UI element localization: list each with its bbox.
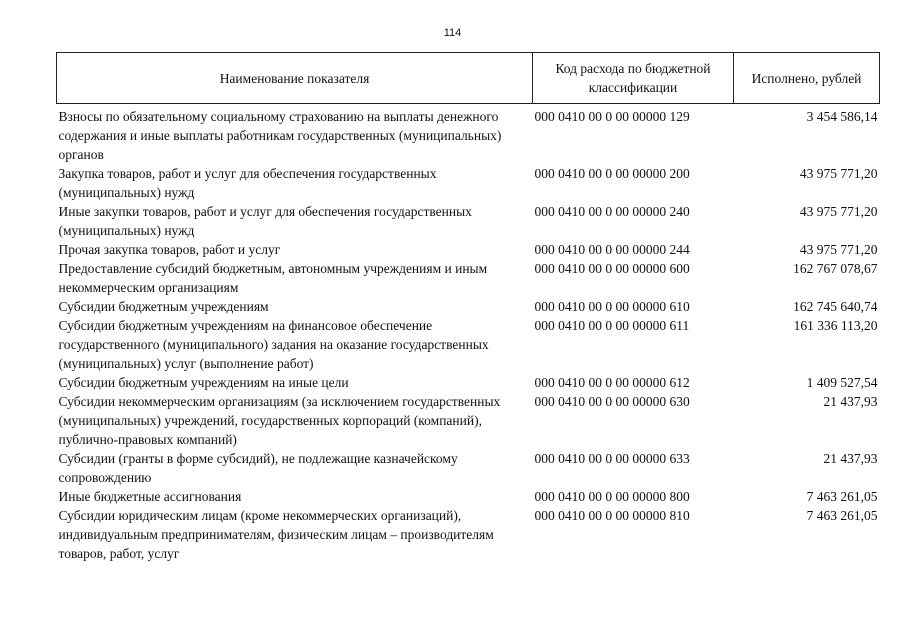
row-executed-amount: 162 767 078,67 — [793, 261, 878, 276]
row-indicator-name: Субсидии (гранты в форме субсидий), не подлежащие казначейскому сопровождению — [58, 451, 458, 485]
row-indicator-name: Субсидии некоммерческим организациям (за исключением государственных (муниципальных) учреждений, государственных корпораций (компаний), публично-правовых компаний) — [58, 394, 501, 447]
header-expense-code: Код расхода по бюджетной классификации — [533, 53, 734, 104]
row-expense-code: 000 0410 00 0 00 00000 800 — [534, 489, 690, 504]
table-row — [57, 506, 880, 563]
table-row — [57, 297, 880, 316]
row-executed-amount: 43 975 771,20 — [799, 166, 878, 181]
row-indicator-name: Субсидии бюджетным учреждениям на иные цели — [58, 375, 349, 390]
table-header-row — [57, 53, 880, 104]
row-expense-code: 000 0410 00 0 00 00000 630 — [534, 394, 690, 409]
row-executed-amount: 21 437,93 — [823, 394, 878, 409]
row-expense-code: 000 0410 00 0 00 00000 611 — [534, 318, 690, 333]
row-expense-code: 000 0410 00 0 00 00000 129 — [534, 109, 690, 124]
table-row — [57, 164, 880, 202]
row-expense-code: 000 0410 00 0 00 00000 240 — [534, 204, 690, 219]
row-indicator-name: Закупка товаров, работ и услуг для обеспечения государственных (муниципальных) нужд — [58, 166, 437, 200]
row-executed-amount: 1 409 527,54 — [806, 375, 878, 390]
row-indicator-name: Субсидии бюджетным учреждениям — [58, 299, 269, 314]
table-row — [57, 240, 880, 259]
header-executed-amount: Исполнено, рублей — [734, 53, 880, 104]
row-expense-code: 000 0410 00 0 00 00000 600 — [534, 261, 690, 276]
row-expense-code: 000 0410 00 0 00 00000 610 — [534, 299, 690, 314]
row-executed-amount: 43 975 771,20 — [799, 204, 878, 219]
table-body — [57, 104, 880, 564]
row-expense-code: 000 0410 00 0 00 00000 612 — [534, 375, 690, 390]
row-indicator-name: Иные бюджетные ассигнования — [58, 489, 242, 504]
row-expense-code: 000 0410 00 0 00 00000 633 — [534, 451, 690, 466]
row-executed-amount: 43 975 771,20 — [799, 242, 878, 257]
row-executed-amount: 7 463 261,05 — [806, 508, 878, 523]
header-indicator-name: Наименование показателя — [57, 53, 533, 104]
page-number: 114 — [443, 27, 462, 39]
row-indicator-name: Взносы по обязательному социальному страхованию на выплаты денежного содержания и иные выплаты работникам государственных (муниципальных) органов — [58, 109, 502, 162]
row-executed-amount: 21 437,93 — [823, 451, 878, 466]
table-row — [57, 449, 880, 487]
row-indicator-name: Субсидии юридическим лицам (кроме некоммерческих организаций), индивидуальным предпринимателям, физическим лицам – производителям товаров, работ, услуг — [58, 508, 494, 561]
row-indicator-name: Предоставление субсидий бюджетным, автономным учреждениям и иным некоммерческим организациям — [58, 261, 488, 295]
table-row — [57, 392, 880, 449]
row-indicator-name: Прочая закупка товаров, работ и услуг — [58, 242, 281, 257]
row-executed-amount: 162 745 640,74 — [793, 299, 878, 314]
row-expense-code: 000 0410 00 0 00 00000 200 — [534, 166, 690, 181]
table-row — [57, 487, 880, 506]
row-expense-code: 000 0410 00 0 00 00000 810 — [534, 508, 690, 523]
row-executed-amount: 161 336 113,20 — [793, 318, 878, 333]
row-expense-code: 000 0410 00 0 00 00000 244 — [534, 242, 690, 257]
row-indicator-name: Субсидии бюджетным учреждениям на финансовое обеспечение государственного (муниципального) задания на оказание государственных (муниципальных) услуг (выполнение работ) — [58, 318, 489, 371]
table-row — [57, 202, 880, 240]
table-row — [57, 259, 880, 297]
table-row — [57, 373, 880, 392]
budget-execution-table — [56, 52, 880, 563]
row-executed-amount: 7 463 261,05 — [806, 489, 878, 504]
table-row — [57, 104, 880, 165]
row-executed-amount: 3 454 586,14 — [806, 109, 878, 124]
table-row — [57, 316, 880, 373]
row-indicator-name: Иные закупки товаров, работ и услуг для обеспечения государственных (муниципальных) нужд — [58, 204, 472, 238]
